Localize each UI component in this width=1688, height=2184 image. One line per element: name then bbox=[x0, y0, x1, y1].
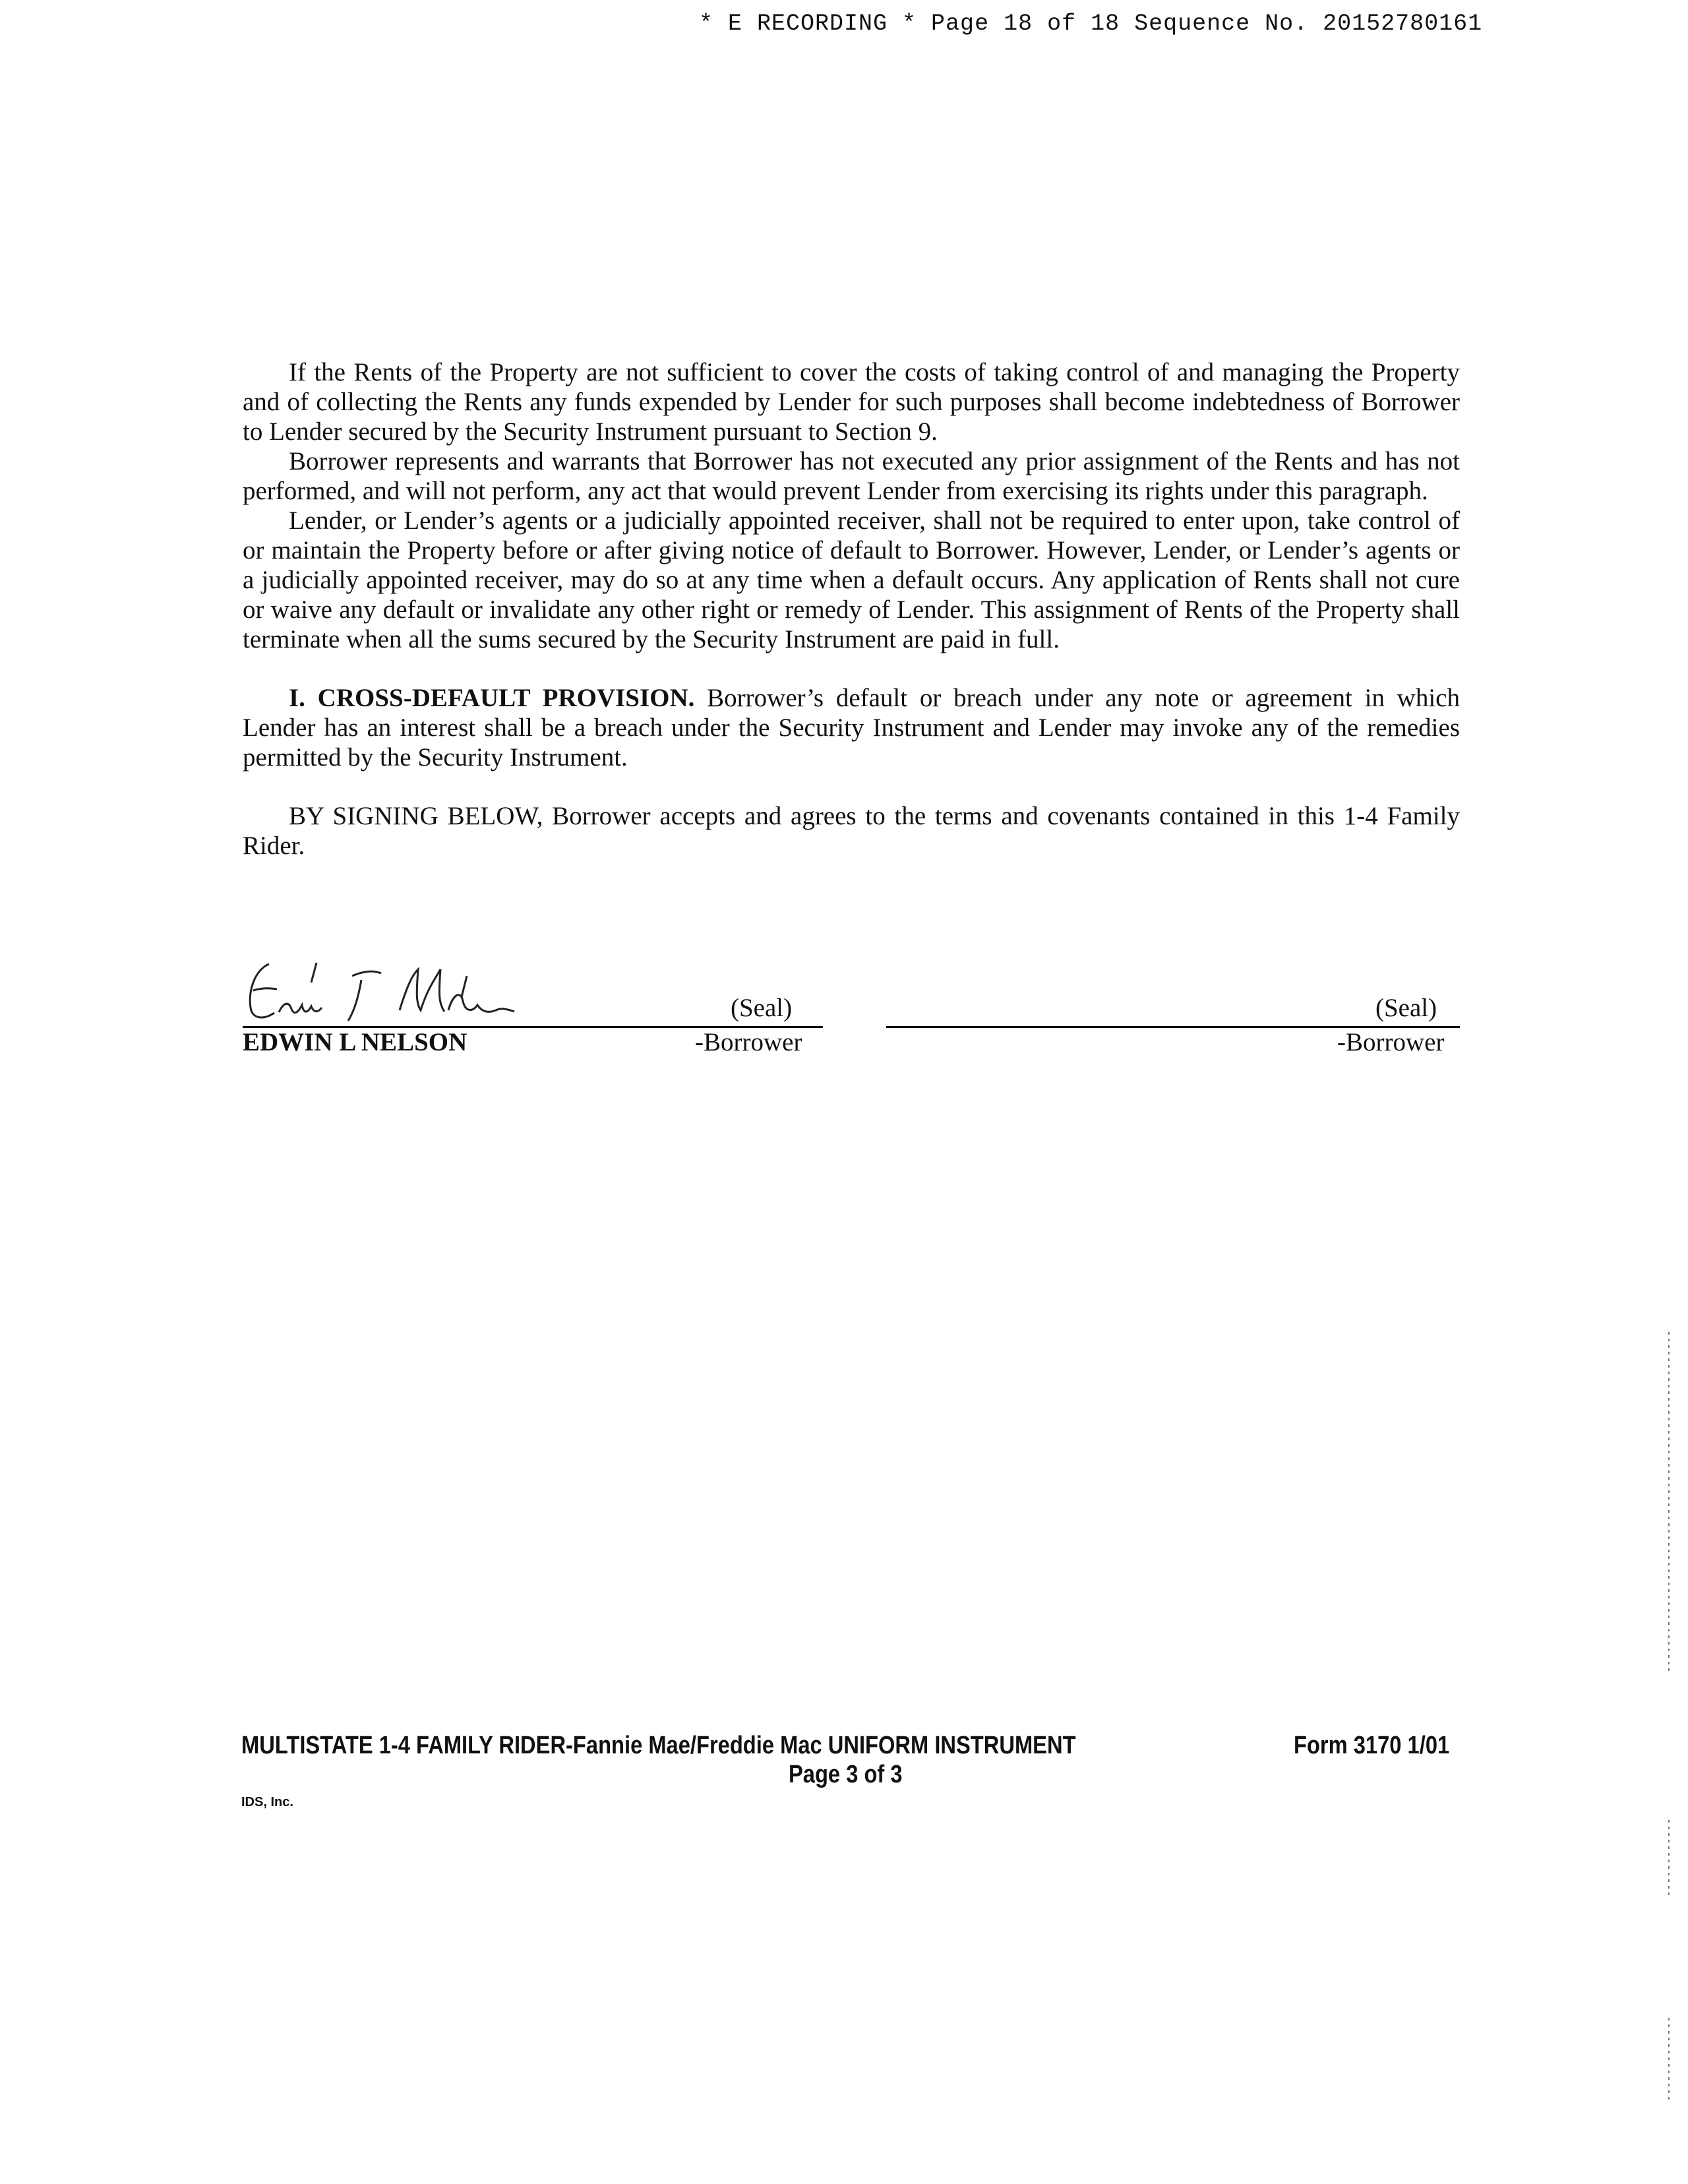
rider-body bbox=[243, 357, 1460, 861]
seal-label-right: (Seal) bbox=[1375, 994, 1437, 1022]
seal-label-left: (Seal) bbox=[731, 994, 793, 1022]
scan-edge-mark bbox=[1668, 1332, 1670, 1675]
paragraph-signing-statement: BY SIGNING BELOW, Borrower accepts and agrees to the terms and covenants contained in this 1-4 Family Rider. bbox=[243, 802, 1460, 860]
borrower-role-left: -Borrower bbox=[695, 1028, 802, 1056]
footer-form-number: Form 3170 1/01 bbox=[1294, 1732, 1450, 1759]
paragraph-lender-agents: Lender, or Lender’s agents or a judicially appointed receiver, shall not be required to enter upon, take control of or maintain the Property before or after giving notice of default to Borrower. However, Lender, or Lender’s agents or a judicially appointed receiver, may do so at any time when a default occurs. Any application of Rents shall not cure or waive any default or invalidate any other right or remedy of Lender. This assignment of Rents of the Property shall terminate when all the sums secured by the Security Instrument are paid in full. bbox=[243, 506, 1460, 653]
footer-page-number: Page 3 of 3 bbox=[789, 1761, 903, 1788]
paragraph-cross-default bbox=[243, 683, 1460, 772]
scan-edge-mark bbox=[1668, 1820, 1670, 1899]
scan-edge-mark bbox=[1668, 2018, 1670, 2104]
paragraph-borrower-represents: Borrower represents and warrants that Borrower has not executed any prior assignment of the Rents and has not performed, and will not perform, any act that would prevent Lender from exercising its rights under this paragraph. bbox=[243, 447, 1460, 505]
paragraph-rents-insufficient: If the Rents of the Property are not sufficient to cover the costs of taking control of and managing the Property and of collecting the Rents any funds expended by Lender for such purposes shall become indebtedness of Borrower to Lender secured by the Security Instrument pursuant to Section 9. bbox=[243, 358, 1460, 446]
footer-vendor: IDS, Inc. bbox=[241, 1795, 293, 1809]
recording-header: * E RECORDING * Page 18 of 18 Sequence No. 20152780161 bbox=[699, 11, 1483, 37]
footer-form-title: MULTISTATE 1-4 FAMILY RIDER-Fannie Mae/Freddie Mac UNIFORM INSTRUMENT bbox=[241, 1732, 1076, 1759]
borrower-role-right: -Borrower bbox=[1337, 1028, 1445, 1056]
handwritten-signature bbox=[243, 950, 526, 1029]
cross-default-heading: I. CROSS-DEFAULT PROVISION. bbox=[289, 684, 695, 712]
cross-default-text: Borrower’s default or breach under any note or agreement in which Lender has an interest shall be a breach under the Security Instrument and Lender may invoke any of the remedies permitted by the Security Instrument. bbox=[243, 684, 1460, 772]
signature-block bbox=[243, 950, 1460, 1068]
borrower-name: EDWIN L NELSON bbox=[243, 1028, 467, 1056]
